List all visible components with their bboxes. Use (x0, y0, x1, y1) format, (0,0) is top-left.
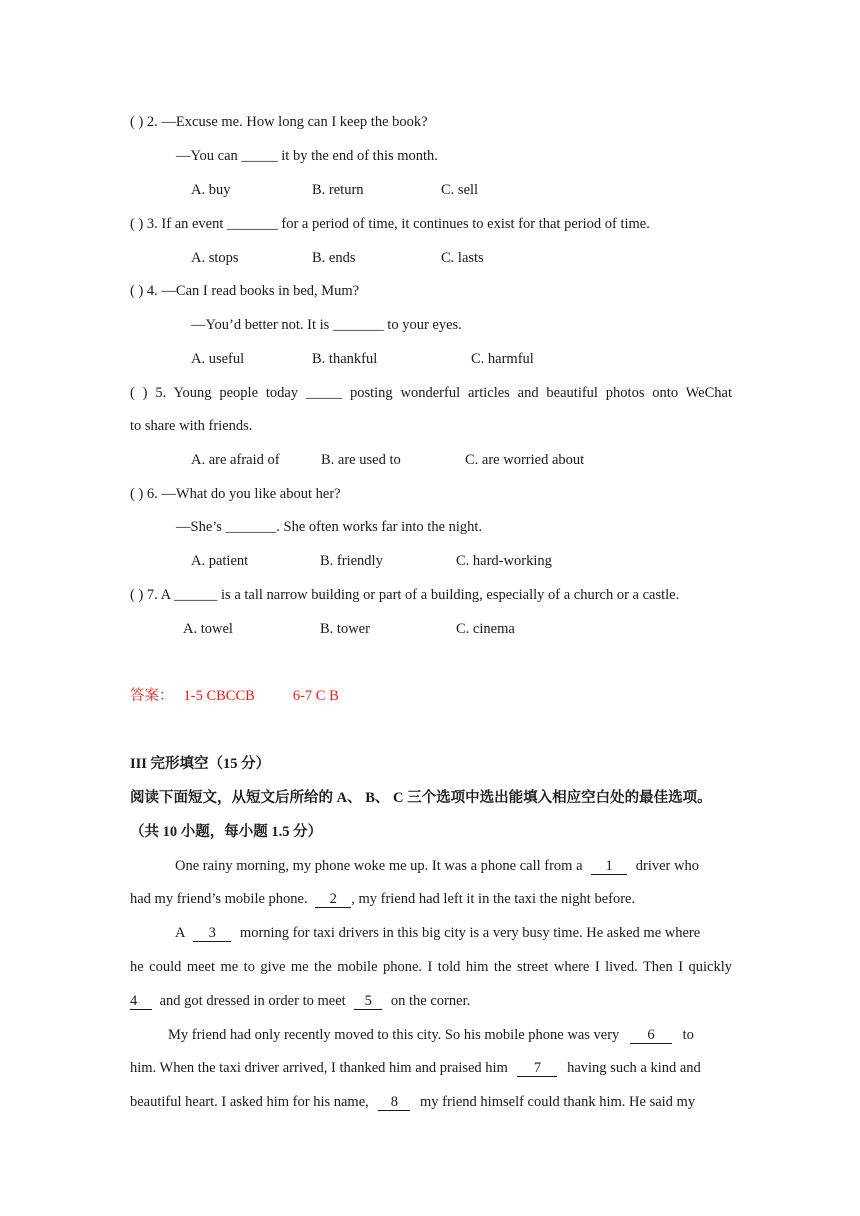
section-title: III 完形填空（15 分） (130, 756, 271, 772)
passage-line (130, 1093, 695, 1111)
question-2-reply: —You can _____ it by the end of this month. (176, 148, 438, 164)
blank-5: 5 (354, 994, 382, 1010)
passage-text: morning for taxi drivers in this big city is a very busy time. He asked me where (239, 925, 701, 941)
passage-line (130, 1059, 701, 1077)
passage-line (175, 857, 732, 875)
question-6-stem: ( ) 6. —What do you like about her? (130, 486, 341, 502)
blank-2: 2 (315, 892, 351, 908)
section-instruction-detail: （共 10 小题，每小题 1.5 分） (130, 824, 323, 840)
question-6-option-c: C. hard-working (456, 553, 552, 569)
passage-line (175, 924, 700, 942)
question-2-option-a: A. buy (191, 182, 231, 198)
question-7-option-c: C. cinema (456, 621, 515, 637)
passage-line (168, 1026, 694, 1044)
question-7-option-b: B. tower (320, 621, 370, 637)
passage-text: had my friend’s mobile phone. (130, 891, 308, 907)
passage-text: on the corner. (390, 993, 471, 1009)
question-6-option-b: B. friendly (320, 553, 383, 569)
blank-8: 8 (378, 1095, 410, 1111)
answer-key (130, 687, 339, 705)
passage-text: and got dressed in order to meet (159, 993, 346, 1009)
blank-3: 3 (193, 926, 231, 942)
passage-line (130, 890, 635, 908)
passage-text: my friend himself could thank him. He said my (420, 1094, 696, 1110)
answer-part-2: 6-7 C B (292, 688, 339, 704)
passage-text: driver who (635, 858, 699, 874)
question-2-option-b: B. return (312, 182, 364, 198)
question-7-stem: ( ) 7. A ______ is a tall narrow building or part of a building, especially of a church or a castle. (130, 587, 680, 603)
question-5-option-b: B. are used to (321, 452, 401, 468)
question-4-option-c: C. harmful (471, 351, 534, 367)
question-5-option-a: A. are afraid of (191, 452, 280, 468)
question-3-option-c: C. lasts (441, 250, 484, 266)
passage-text: to (682, 1027, 694, 1043)
passage-text: him. When the taxi driver arrived, I thanked him and praised him (130, 1060, 508, 1076)
section-instruction: 阅读下面短文，从短文后所给的 A、 B、 C 三个选项中选出能填入相应空白处的最佳选项。 (130, 790, 712, 806)
question-4-stem: ( ) 4. —Can I read books in bed, Mum? (130, 283, 360, 299)
passage-line (130, 992, 470, 1010)
blank-7: 7 (517, 1061, 557, 1077)
question-3-option-a: A. stops (191, 250, 239, 266)
passage-text: My friend had only recently moved to this city. So his mobile phone was very (168, 1027, 620, 1043)
question-4-reply: —You’d better not. It is _______ to your eyes. (191, 317, 462, 333)
question-5-stem-continued: to share with friends. (130, 418, 253, 434)
answer-part-1: 1-5 CBCCB (183, 688, 255, 704)
question-3-stem: ( ) 3. If an event _______ for a period of time, it continues to exist for that period of time. (130, 216, 650, 232)
question-2-stem: ( ) 2. —Excuse me. How long can I keep the book? (130, 114, 428, 130)
answer-label: 答案： (130, 688, 174, 704)
passage-text: having such a kind and (567, 1060, 701, 1076)
blank-4: 4 (130, 994, 152, 1010)
question-6-option-a: A. patient (191, 553, 249, 569)
question-7-option-a: A. towel (183, 621, 233, 637)
question-3-option-b: B. ends (312, 250, 356, 266)
passage-text: A (175, 925, 185, 941)
passage-text: beautiful heart. I asked him for his name, (130, 1094, 369, 1110)
question-4-option-a: A. useful (191, 351, 245, 367)
question-4-option-b: B. thankful (312, 351, 378, 367)
question-2-option-c: C. sell (441, 182, 479, 198)
question-6-reply: —She’s _______. She often works far into the night. (176, 519, 483, 535)
blank-6: 6 (630, 1028, 672, 1044)
question-5-stem: ( ) 5. Young people today _____ posting wonderful articles and beautiful photos onto WeChat (130, 385, 732, 401)
blank-1: 1 (591, 859, 627, 875)
passage-text: , my friend had left it in the taxi the night before. (351, 891, 636, 907)
passage-line: he could meet me to give me the mobile phone. I told him the street where I lived. Then I quickly (130, 959, 732, 975)
passage-text: One rainy morning, my phone woke me up. It was a phone call from a (175, 858, 583, 874)
question-5-option-c: C. are worried about (465, 452, 585, 468)
